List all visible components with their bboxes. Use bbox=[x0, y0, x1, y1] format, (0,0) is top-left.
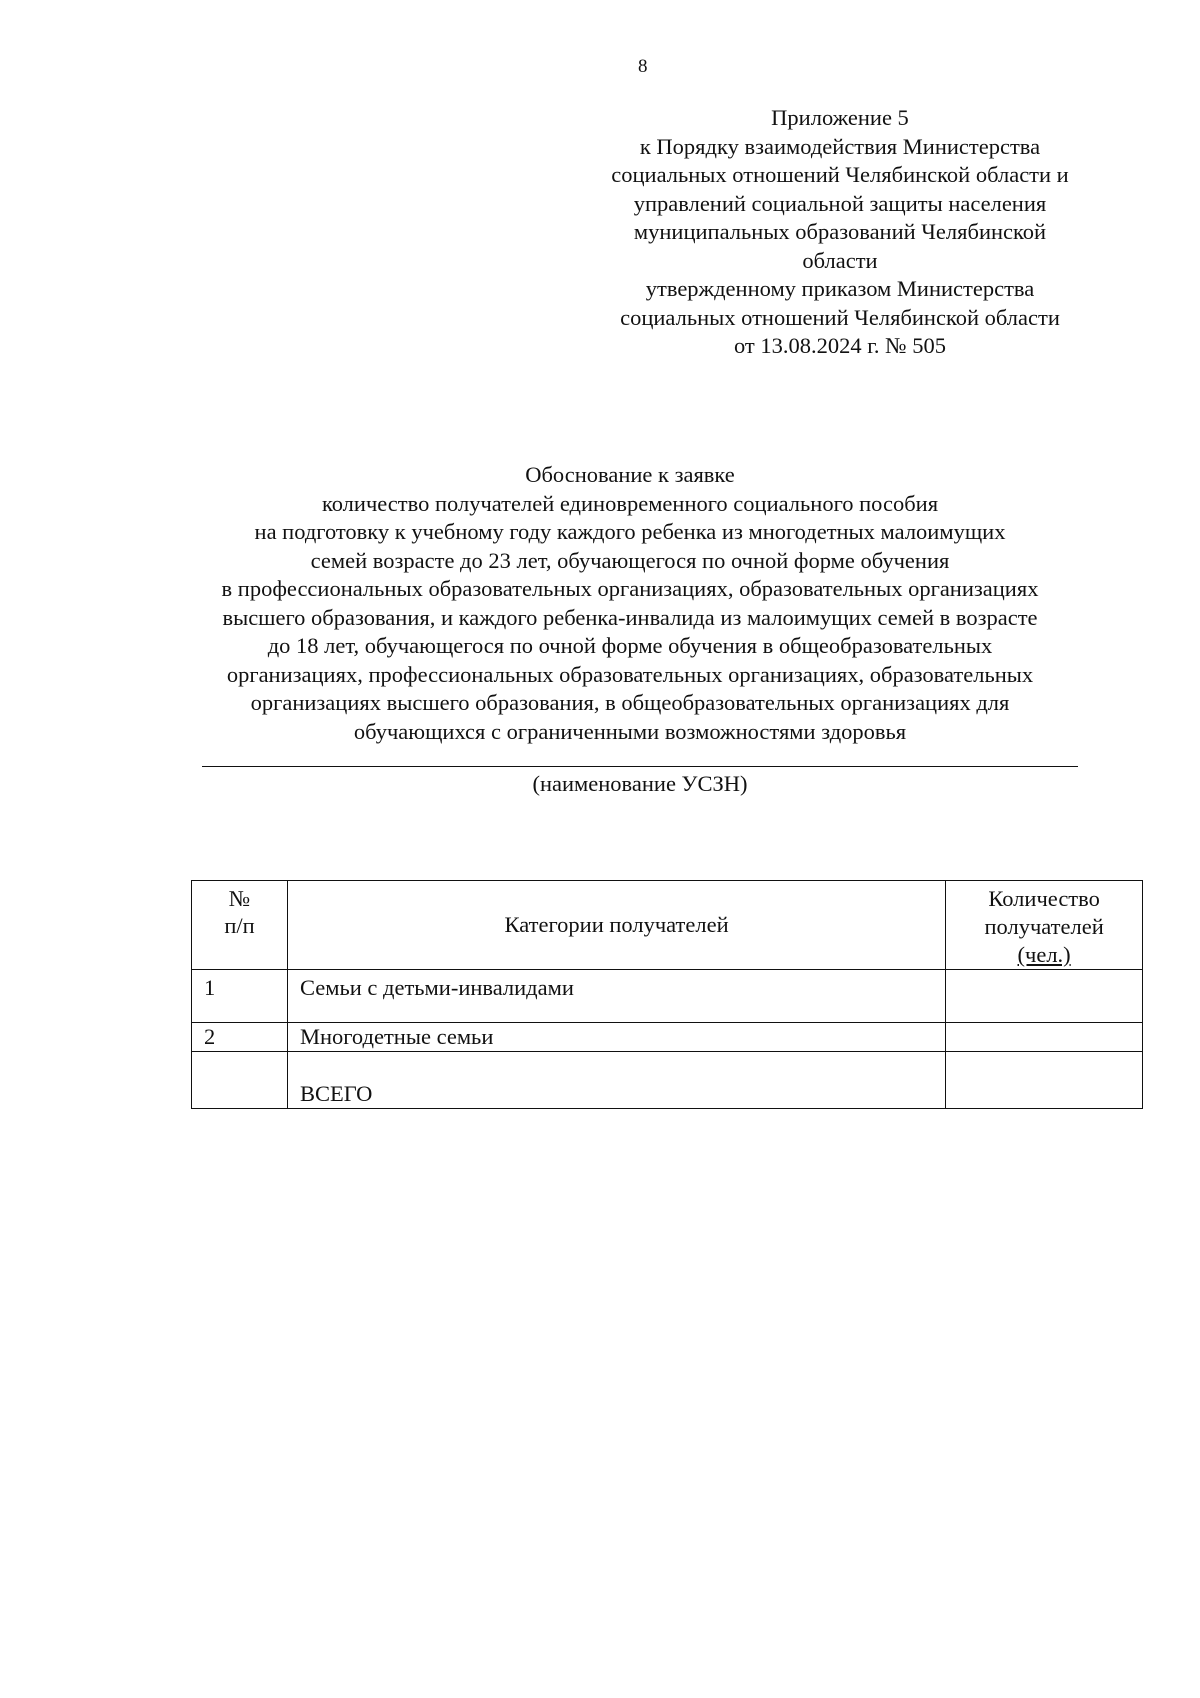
appendix-line: от 13.08.2024 г. № 505 bbox=[733, 333, 947, 358]
row-number bbox=[192, 1052, 288, 1109]
header-quantity-line1: Количество bbox=[988, 886, 1100, 911]
header-number-pp: п/п bbox=[224, 913, 255, 938]
table-row bbox=[192, 970, 1143, 1023]
row-category: ВСЕГО bbox=[287, 1052, 945, 1109]
header-quantity-line2: получателей bbox=[984, 914, 1104, 939]
table-row bbox=[192, 1023, 1143, 1052]
row-quantity[interactable] bbox=[946, 970, 1143, 1023]
row-category: Многодетные семьи bbox=[287, 1023, 945, 1052]
uszn-caption: (наименование УСЗН) bbox=[532, 771, 748, 796]
table-header-row bbox=[192, 881, 1143, 970]
title-line: семей возрасте до 23 лет, обучающегося по очной форме обучения bbox=[310, 547, 950, 573]
title-line: Обоснование к заявке bbox=[525, 462, 735, 487]
appendix-line: к Порядку взаимодействия Министерства bbox=[639, 133, 1041, 159]
recipients-table bbox=[191, 880, 1143, 1109]
title-line: в профессиональных образовательных организациях, образовательных организациях bbox=[221, 576, 1039, 601]
header-quantity-line3: (чел.) bbox=[1017, 942, 1071, 967]
row-number: 1 bbox=[192, 970, 288, 1023]
appendix-line: муниципальных образований Челябинской bbox=[633, 219, 1047, 244]
header-number-cell bbox=[192, 881, 288, 970]
appendix-line: управлений социальной защиты населения bbox=[633, 190, 1047, 216]
row-quantity[interactable] bbox=[946, 1052, 1143, 1109]
header-number-sign: № bbox=[228, 886, 251, 911]
row-number: 2 bbox=[192, 1023, 288, 1052]
row-category: Семьи с детьми-инвалидами bbox=[287, 970, 945, 1023]
appendix-line: Приложение 5 bbox=[771, 105, 909, 130]
table-total-row bbox=[192, 1052, 1143, 1109]
document-title bbox=[160, 461, 1100, 746]
appendix-header bbox=[600, 104, 1080, 361]
title-line: до 18 лет, обучающегося по очной форме обучения в общеобразовательных bbox=[267, 633, 993, 658]
title-line: обучающихся с ограниченными возможностями здоровья bbox=[353, 718, 907, 744]
title-line: на подготовку к учебному году каждого ребенка из многодетных малоимущих bbox=[254, 519, 1006, 544]
page-number: 8 bbox=[638, 56, 648, 77]
title-line: количество получателей единовременного социального пособия bbox=[321, 490, 939, 516]
header-quantity-cell bbox=[946, 881, 1143, 970]
title-line: высшего образования, и каждого ребенка-инвалида из малоимущих семей в возрасте bbox=[222, 604, 1038, 630]
appendix-line: утвержденному приказом Министерства bbox=[645, 276, 1035, 301]
title-line: организациях, профессиональных образовательных организациях, образовательных bbox=[226, 661, 1034, 687]
appendix-line: социальных отношений Челябинской области и bbox=[611, 162, 1069, 187]
appendix-line: социальных отношений Челябинской области bbox=[620, 304, 1060, 330]
appendix-line: области bbox=[802, 247, 878, 273]
row-quantity[interactable] bbox=[946, 1023, 1143, 1052]
header-category-cell: Категории получателей bbox=[287, 881, 945, 970]
uszn-fill-line bbox=[202, 766, 1078, 767]
title-line: организациях высшего образования, в общеобразовательных организациях для bbox=[250, 690, 1010, 715]
